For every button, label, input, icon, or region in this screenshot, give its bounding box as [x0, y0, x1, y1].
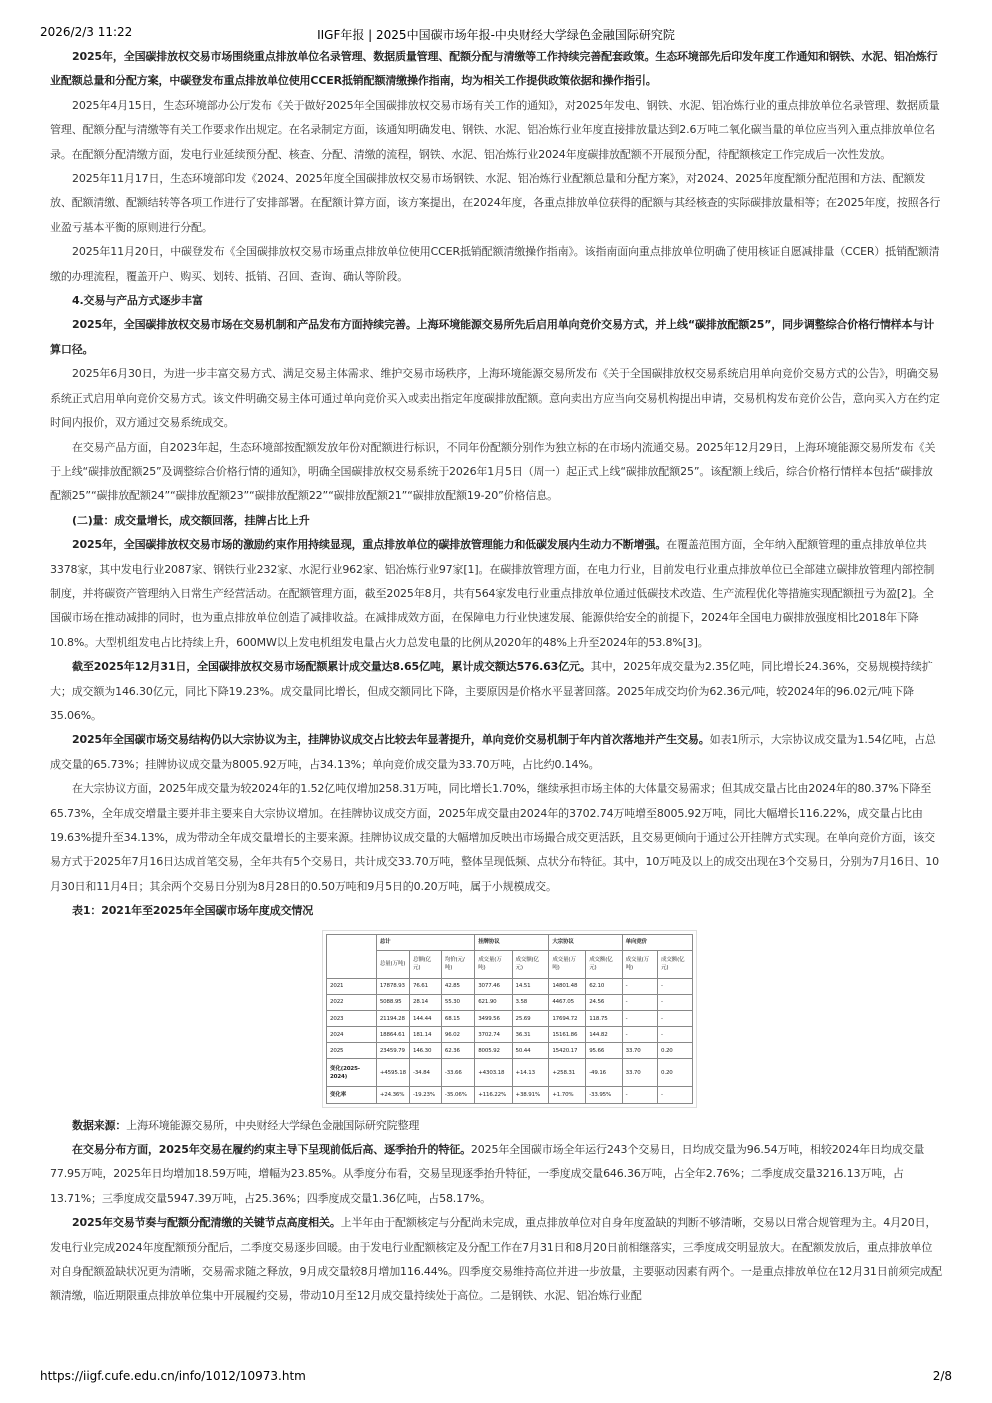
- table-row: [327, 1059, 693, 1087]
- paragraph-lead: (二)量：成交量增长，成交额回落，挂牌占比上升: [72, 513, 310, 527]
- table-cell: 33.70: [622, 1043, 657, 1059]
- table-cell: 36.31: [512, 1027, 549, 1043]
- paragraph: [50, 1211, 943, 1309]
- table-cell: 14801.48: [549, 978, 586, 994]
- table-group-header: 挂牌协议: [475, 934, 549, 950]
- paragraph: [50, 436, 943, 509]
- table-cell: +38.91%: [512, 1087, 549, 1103]
- paragraph: [50, 533, 943, 655]
- trading-table: [326, 934, 693, 1104]
- table-cell: -49.16: [586, 1059, 622, 1087]
- table-caption: 表1：2021年至2025年全国碳市场年度成交情况: [72, 904, 314, 918]
- table-cell: 17694.72: [549, 1011, 586, 1027]
- data-source: 数据来源：上海环境能源交易所，中央财经大学绿色金融国际研究院整理: [72, 1118, 420, 1132]
- table-column-header: 成交量(万吨): [475, 950, 512, 978]
- table-cell: 变化率: [327, 1087, 377, 1103]
- table-column-header: 总额(亿元): [409, 950, 441, 978]
- paragraph-lead: 2025年，全国碳排放权交易市场的激励约束作用持续显现，重点排放单位的碳排放管理能力和低碳发展内生动力不断增强。: [72, 538, 667, 552]
- table-cell: 181.14: [409, 1027, 441, 1043]
- table-cell: -19.23%: [409, 1087, 441, 1103]
- table-cell: 18864.61: [376, 1027, 409, 1043]
- table-cell: 3499.56: [475, 1011, 512, 1027]
- paragraph: [50, 362, 943, 435]
- page-url: https://iigf.cufe.edu.cn/info/1012/10973.htm: [40, 1369, 306, 1383]
- paragraph-text: 上半年由于配额核定与分配尚未完成，重点排放单位对自身年度盈缺的判断不够清晰，交易以日常合规管理为主。4月20日，发电行业完成2024年度配额预分配后，二季度交易逐步回暖。由于发电行业配额核定及分配工作在7月31日和8月20日前相继落实，三季度成交明显放大。在配额发放后，重点排放单位对自身配额盈缺状况更为清晰，交易需求随之释放，9月成交量较8月增加116.44%。四季度交易维持高位并进一步放量，主要驱动因素有两个。一是重点排放单位在12月31日前须完成配额清缴，临近期限重点排放单位集中开展履约交易，带动10月至12月成交量持续处于高位。二是钢铁、水泥、铝冶炼行业配: [50, 1216, 942, 1303]
- table-cell: +4303.18: [475, 1059, 512, 1087]
- paragraph-text: 2025年全国碳市场全年运行243个交易日，日均成交量为96.54万吨，相较2024年日均成交量77.95万吨，2025年日均增加18.59万吨，增幅为23.85%。从季度分布看，交易呈现逐季抬升特征，一季度成交量646.36万吨，占全年2.76%；二季度成交量3216.13万吨，占13.71%；三季度成交量5947.39万吨，占25.36%；四季度成交量1.36亿吨，占58.17%。: [50, 1143, 925, 1205]
- table-cell: -: [622, 978, 657, 994]
- table-row: [327, 1043, 693, 1059]
- article-body: [50, 45, 943, 1309]
- paragraph: [50, 45, 943, 94]
- table-cell: 0.20: [658, 1043, 693, 1059]
- table-cell: 33.70: [622, 1059, 657, 1087]
- table-cell: -: [622, 994, 657, 1010]
- table-group-header: 单向竞价: [622, 934, 692, 950]
- table-cell: -: [622, 1011, 657, 1027]
- paragraph-text: 在大宗协议方面，2025年成交量为较2024年的1.52亿吨仅增加258.31万吨，同比增长1.70%，继续承担市场主体的大体量交易需求；但其成交量占比由2024年的80.37%下降至65.73%，全年成交增量主要并非主要来自大宗协议增加。在挂牌协议成交方面，2025年成交量由2024年的3702.74万吨增至8005.92万吨，同比大幅增长116.22%，成交量占比由19.63%提升至34.13%，成为带动全年成交量增长的主要来源。挂牌协议成交量的大幅增加反映出市场撮合成交更活跃，且交易更倾向于通过公开挂牌方式实现。在单向竞价方面，该交易方式于2025年7月16日达成首笔交易，全年共有5个交易日，共计成交33.70万吨，整体呈现低频、点状分布特征。其中，10万吨及以上的成交出现在3个交易日，分别为7月16日、10月30日和11月4日；其余两个交易日分别为8月28日的0.50万吨和9月5日的0.20万吨，属于小规模成交。: [50, 782, 939, 893]
- table-cell: 8005.92: [475, 1043, 512, 1059]
- paragraph-text: 2025年11月20日，中碳登发布《全国碳排放权交易市场重点排放单位使用CCER抵销配额清缴操作指南》。该指南面向重点排放单位明确了使用核证自愿减排量（CCER）抵销配额清缴的办理流程，覆盖开户、购买、划转、抵销、召回、查询、确认等阶段。: [50, 245, 940, 283]
- paragraph-lead: 2025年交易节奏与配额分配清缴的关键节点高度相关。: [72, 1216, 341, 1230]
- table-column-header: 成交额(亿元): [586, 950, 622, 978]
- print-date: 2026/2/3 11:22: [40, 25, 133, 39]
- table-cell: 118.75: [586, 1011, 622, 1027]
- paragraph: [50, 728, 943, 777]
- table-cell: 5088.95: [376, 994, 409, 1010]
- table-cell: -: [658, 978, 693, 994]
- table-column-header: 总量(万吨): [376, 950, 409, 978]
- page-number: 2/8: [932, 1369, 952, 1383]
- table-cell: 14.51: [512, 978, 549, 994]
- table-column-header: 成交额(亿元): [658, 950, 693, 978]
- paragraph: [50, 777, 943, 899]
- table-cell: 95.66: [586, 1043, 622, 1059]
- table-cell: 15161.86: [549, 1027, 586, 1043]
- table-cell: 146.30: [409, 1043, 441, 1059]
- table-cell: 2024: [327, 1027, 377, 1043]
- table-cell: -: [658, 1027, 693, 1043]
- table-row: [327, 994, 693, 1010]
- table-cell: 23459.79: [376, 1043, 409, 1059]
- table-group-header: 大宗协议: [549, 934, 622, 950]
- paragraph-text: 如表1所示，大宗协议成交量为1.54亿吨，占总成交量的65.73%；挂牌协议成交量为8005.92万吨，占34.13%；单向竞价成交量为33.70万吨，占比约0.14%。: [50, 733, 936, 771]
- table-cell: 0.20: [658, 1059, 693, 1087]
- table-cell: 2021: [327, 978, 377, 994]
- table-cell: 3077.46: [475, 978, 512, 994]
- table-row: [327, 1027, 693, 1043]
- table-cell: -: [658, 994, 693, 1010]
- paragraph: [50, 167, 943, 240]
- section-heading: [50, 509, 943, 533]
- paragraph-lead: 2025年，全国碳排放权交易市场在交易机制和产品发布方面持续完善。上海环境能源交易所先后启用单向竞价交易方式，并上线“碳排放配额25”，同步调整综合价格行情样本与计算口径。: [50, 318, 935, 356]
- page-title: IIGF年报 | 2025中国碳市场年报-中央财经大学绿色金融国际研究院: [317, 28, 675, 42]
- section-heading: [50, 289, 943, 313]
- paragraph-lead: 截至2025年12月31日，全国碳排放权交易市场配额累计成交量达8.65亿吨，累计成交额达576.63亿元。: [72, 660, 591, 674]
- paragraph-text: 2025年4月15日，生态环境部办公厅发布《关于做好2025年全国碳排放权交易市场有关工作的通知》，对2025年发电、钢铁、水泥、铝冶炼行业的重点排放单位名录管理、数据质量管理、配额分配与清缴等有关工作要求作出规定。在名录制定方面，该通知明确发电、钢铁、水泥、铝冶炼行业年度直接排放量达到2.6万吨二氧化碳当量的单位应当列入重点排放单位名录。在配额分配清缴方面，发电行业延续预分配、核查、分配、清缴的流程，钢铁、水泥、铝冶炼行业2024年度碳排放配额不开展预分配，待配额核定工作完成后一次性发放。: [50, 98, 940, 161]
- table-cell: 3702.74: [475, 1027, 512, 1043]
- paragraph-text: 2025年6月30日，为进一步丰富交易方式、满足交易主体需求、维护交易市场秩序，上海环境能源交易所发布《关于全国碳排放权交易系统启用单向竞价交易方式的公告》，明确交易系统正式启用单向竞价交易方式。该文件明确交易主体可通过单向竞价买入或卖出指定年度碳排放配额。意向卖出方应当向交易机构提出申请，交易机构发布竞价公告，意向买入方在约定时间内报价，双方通过交易系统成交。: [50, 367, 940, 430]
- table-cell: 68.15: [441, 1011, 474, 1027]
- paragraph: [50, 94, 943, 167]
- table-cell: 21194.28: [376, 1011, 409, 1027]
- table-cell: 24.56: [586, 994, 622, 1010]
- table-cell: -33.95%: [586, 1087, 622, 1103]
- table-cell: +1.70%: [549, 1087, 586, 1103]
- paragraph: [50, 1138, 943, 1211]
- table-cell: 2023: [327, 1011, 377, 1027]
- table-cell: 144.82: [586, 1027, 622, 1043]
- table-cell: +4595.18: [376, 1059, 409, 1087]
- paragraph-text: 在覆盖范围方面，全年纳入配额管理的重点排放单位共3378家，其中发电行业2087家、钢铁行业232家、水泥行业962家、铝冶炼行业97家[1]。在碳排放管理方面，在电力行业，目前发电行业重点排放单位已全部建立碳排放管理内部控制制度，并将碳资产管理纳入日常生产经营活动。在配额管理方面，截至2025年8月，共有564家发电行业重点排放单位通过低碳技术改造、生产流程优化等措施实现配额扭亏为盈[2]。全国碳市场在推动减排的同时，也为重点排放单位创造了减排收益。在减排成效方面，在保障电力行业快速发展、能源供给安全的前提下，2024年全国电力碳排放强度相比2018年下降10.8%。大型机组发电占比持续上升，600MW以上发电机组发电量占火力总发电量的比例从2020年的48%上升至2024年的53.8%[3]。: [50, 538, 935, 649]
- table-cell: +14.13: [512, 1059, 549, 1087]
- table-cell: 2022: [327, 994, 377, 1010]
- paragraph: [50, 240, 943, 289]
- table-cell: 96.02: [441, 1027, 474, 1043]
- table-row: [327, 978, 693, 994]
- paragraph-text: 在交易产品方面，自2023年起，生态环境部按配额发放年份对配额进行标识，不同年份配额分别作为独立标的在市场内流通交易。2025年12月29日，上海环境能源交易所发布《关于上线“碳排放配额25”及调整综合价格行情的通知》，明确全国碳排放权交易系统于2026年1月5日（周一）起正式上线“碳排放配额25”。该配额上线后，综合价格行情样本包括“碳排放配额25”“碳排放配额24”“碳排放配额23”“碳排放配额22”“碳排放配额21”“碳排放配额19-20”价格信息。: [50, 440, 936, 503]
- table-cell: 25.69: [512, 1011, 549, 1027]
- table-group-header: 总计: [376, 934, 474, 950]
- table-cell: -: [622, 1027, 657, 1043]
- table-cell: -34.84: [409, 1059, 441, 1087]
- table-cell: 62.36: [441, 1043, 474, 1059]
- table-row: [327, 1087, 693, 1103]
- table-cell: 76.61: [409, 978, 441, 994]
- paragraph-lead: 4.交易与产品方式逐步丰富: [72, 294, 203, 308]
- table-cell: 4467.05: [549, 994, 586, 1010]
- table-cell: 28.14: [409, 994, 441, 1010]
- table-cell: -35.06%: [441, 1087, 474, 1103]
- paragraph-text: 其中，2025年成交量为2.35亿吨，同比增长24.36%，交易规模持续扩大；成交额为146.30亿元，同比下降19.23%。成交量同比增长，但成交额同比下降，主要原因是价格水平显著回落。2025年成交均价为62.36元/吨，较2024年的96.02元/吨下降35.06%。: [50, 660, 933, 722]
- paragraph: [50, 655, 943, 728]
- table-cell: +258.31: [549, 1059, 586, 1087]
- table-cell: -33.66: [441, 1059, 474, 1087]
- table-cell: -: [658, 1087, 693, 1103]
- table-cell: +24.36%: [376, 1087, 409, 1103]
- table-cell: -: [622, 1087, 657, 1103]
- table-cell: 15420.17: [549, 1043, 586, 1059]
- table-cell: 62.10: [586, 978, 622, 994]
- table-cell: -: [658, 1011, 693, 1027]
- table-cell: 50.44: [512, 1043, 549, 1059]
- table-row: [327, 1011, 693, 1027]
- table-cell: 变化(2025-2024): [327, 1059, 377, 1087]
- table-cell: 144.44: [409, 1011, 441, 1027]
- table-corner: [327, 934, 377, 978]
- table-cell: 3.58: [512, 994, 549, 1010]
- table-column-header: 成交量(万吨): [549, 950, 586, 978]
- paragraph: [50, 313, 943, 362]
- paragraph-text: 2025年11月17日，生态环境部印发《2024、2025年度全国碳排放权交易市场钢铁、水泥、铝冶炼行业配额总量和分配方案》，对2024、2025年度配额分配范围和方法、配额发放、配额清缴、配额结转等各项工作进行了安排部署。在配额计算方面，该方案提出，在2024年度，各重点排放单位获得的配额与其经核查的实际碳排放量相等；在2025年度，按照各行业盈亏基本平衡的原则进行分配。: [50, 172, 941, 234]
- table-cell: +116.22%: [475, 1087, 512, 1103]
- paragraph-lead: 2025年，全国碳排放权交易市场围绕重点排放单位名录管理、数据质量管理、配额分配与清缴等工作持续完善配套政策。生态环境部先后印发年度工作通知和钢铁、水泥、铝冶炼行业配额总量和分配方案，中碳登发布重点排放单位使用CCER抵销配额清缴操作指南，均为相关工作提供政策依据和操作指引。: [50, 50, 938, 88]
- table-cell: 17878.93: [376, 978, 409, 994]
- table-column-header: 成交量(万吨): [622, 950, 657, 978]
- table-image: [322, 930, 697, 1108]
- table-column-header: 成交额(亿元): [512, 950, 549, 978]
- paragraph-lead: 在交易分布方面，2025年交易在履约约束主导下呈现前低后高、逐季抬升的特征。: [72, 1143, 471, 1157]
- paragraph-lead: 2025年全国碳市场交易结构仍以大宗协议为主，挂牌协议成交占比较去年显著提升，单向竞价交易机制于年内首次落地并产生交易。: [72, 733, 710, 747]
- table-cell: 55.30: [441, 994, 474, 1010]
- table-cell: 621.90: [475, 994, 512, 1010]
- table-cell: 2025: [327, 1043, 377, 1059]
- table-cell: 42.85: [441, 978, 474, 994]
- table-column-header: 均价(元/吨): [441, 950, 474, 978]
